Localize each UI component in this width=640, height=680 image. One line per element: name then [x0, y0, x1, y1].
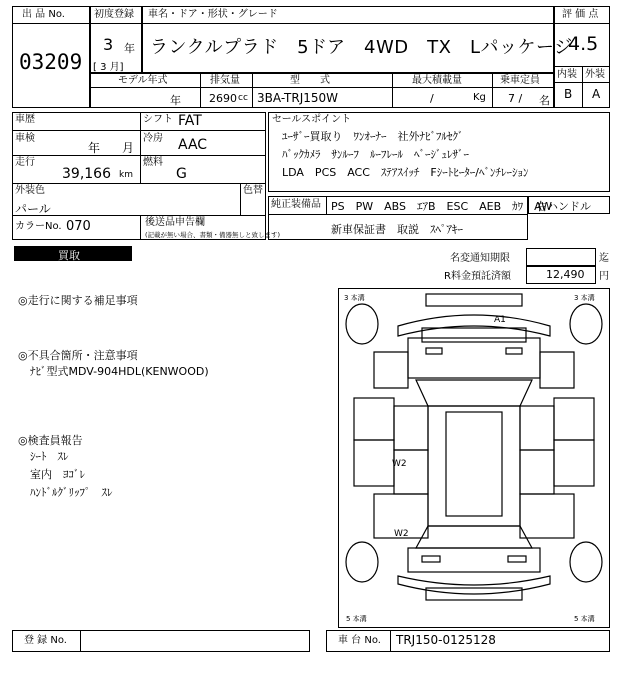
ac-label: 冷房 [143, 133, 163, 144]
displacement-label: 排気量 [210, 75, 240, 86]
exterior-color-label: 外装色 [15, 185, 45, 196]
steering-value: 右ハンドル [536, 200, 591, 213]
registration-no-label: 登 録 No. [24, 635, 67, 646]
sales-point-line: ﾕｰｻﾞｰ買取り ﾜﾝｵｰﾅｰ 社外ﾅﾋﾞﾌﾙｾｸﾞ [282, 130, 464, 143]
inspection-label: 車検 [15, 133, 35, 144]
mileage-value: 39,166 [62, 166, 111, 182]
defects-heading: ◎不具合箇所・注意事項 [18, 349, 138, 362]
lot-number: 03209 [19, 50, 83, 74]
first-registration-label: 初度登録 [94, 9, 134, 20]
warranty-items: 新車保証書 取説 ｽﾍﾟｱｷｰ [331, 223, 463, 236]
interior-label: 内装 [557, 69, 577, 80]
max-load-label: 最大積載量 [412, 75, 462, 86]
damage-mark-a1: A1 [494, 315, 506, 325]
aftermarket-label: 後送品申告欄 [145, 217, 205, 228]
max-load-unit: Kg [473, 92, 486, 103]
exterior-color-value: パール [15, 202, 51, 216]
model-code: 3BA-TRJ150W [257, 91, 339, 105]
inspector-heading: ◎検査員報告 [18, 434, 83, 447]
mileage-unit: km [119, 170, 133, 180]
sales-point-line: LDA PCS ACC ｽﾃｱｽｲｯﾁ Fｼｰﾄﾋｰﾀｰ/ﾍﾞﾝﾁﾚｰｼｮﾝ [282, 166, 529, 179]
color-no-value: 070 [66, 219, 91, 234]
damage-mark-w2-rear: W2 [394, 529, 409, 539]
sales-point-line: ﾊﾞｯｸｶﾒﾗ ｻﾝﾙｰﾌ ﾙｰﾌﾚｰﾙ ﾍﾞｰｼﾞｭﾚｻﾞｰ [282, 148, 469, 161]
rear-right-tread: 5 本溝 [574, 615, 595, 623]
recycle-label: R料金預託済額 [444, 271, 511, 282]
inspector-line: 室内 ﾖｺﾞﾚ [30, 468, 85, 481]
capacity: 7 / [508, 92, 523, 105]
fuel-value: G [176, 166, 187, 182]
ac-value: AAC [178, 137, 208, 153]
model-year-unit: 年 [170, 94, 181, 107]
inspection-month-unit: 月 [122, 141, 135, 155]
history-label: 車歴 [15, 114, 35, 125]
first-registration-year-unit: 年 [124, 42, 135, 55]
max-load-separator: / [430, 92, 434, 105]
defects-text: ﾅﾋﾞ型式MDV-904HDL(KENWOOD) [30, 365, 209, 378]
color-no-label: カラーNo. [15, 221, 62, 232]
name-change-box [526, 248, 596, 266]
driving-remarks-heading: ◎走行に関する補足事項 [18, 294, 138, 307]
car-name-label: 車名・ドア・形状・グレード [148, 9, 278, 20]
purchase-badge-text: 買取 [58, 249, 80, 262]
inspector-line: ﾊﾝﾄﾞﾙｸﾞﾘｯﾌﾟ ｽﾚ [30, 486, 113, 499]
inspector-line: ｼｰﾄ ｽﾚ [30, 450, 69, 463]
rear-left-tread: 5 本溝 [346, 615, 367, 623]
displacement-unit: cc [238, 93, 248, 103]
chassis-no-value: TRJ150-0125128 [396, 633, 496, 647]
fuel-label: 燃料 [143, 157, 163, 168]
car-name: ランクルプラド 5ドア 4WD TX Lパッケージ [150, 37, 573, 58]
car-damage-diagram [338, 288, 610, 628]
name-change-unit: 迄 [599, 253, 609, 264]
lot-number-label: 出 品 No. [22, 9, 65, 20]
first-registration-year: 3 [103, 35, 114, 54]
recycle-unit: 円 [599, 271, 609, 282]
equipment-label: 純正装備品 [271, 199, 321, 210]
recycle-value: 12,490 [546, 268, 585, 281]
damage-mark-w2-side: W2 [392, 459, 407, 469]
shift-label: シフト [143, 114, 173, 125]
model-label: 型 式 [290, 75, 330, 86]
equipment-items: PS PW ABS ｴｱB ESC AEB ｶﾜ AW [331, 200, 552, 213]
chassis-no-label: 車 台 No. [338, 635, 381, 646]
aftermarket-note: (記載が無い場合、書類・備器無しと致します) [145, 231, 281, 239]
interior-grade: B [564, 87, 573, 101]
mileage-label: 走行 [15, 157, 35, 168]
capacity-unit: 名 [539, 94, 550, 107]
inspection-year-unit: 年 [88, 141, 101, 155]
front-right-tread: 3 本溝 [574, 294, 595, 302]
score-label: 評 価 点 [562, 9, 599, 20]
exterior-grade: A [592, 87, 601, 101]
first-registration-month: [ 3 月] [93, 62, 124, 73]
evaluation-score: 4.5 [568, 33, 599, 55]
displacement: 2690 [209, 92, 237, 105]
sales-points-label: セールスポイント [272, 114, 352, 125]
capacity-label: 乗車定員 [500, 75, 540, 86]
shift-value: FAT [178, 113, 202, 129]
model-year-label: モデル年式 [118, 75, 168, 86]
name-change-label: 名変通知期限 [450, 253, 510, 264]
color-change-label: 色替 [243, 185, 263, 196]
exterior-label: 外装 [585, 69, 605, 80]
front-left-tread: 3 本溝 [344, 294, 365, 302]
